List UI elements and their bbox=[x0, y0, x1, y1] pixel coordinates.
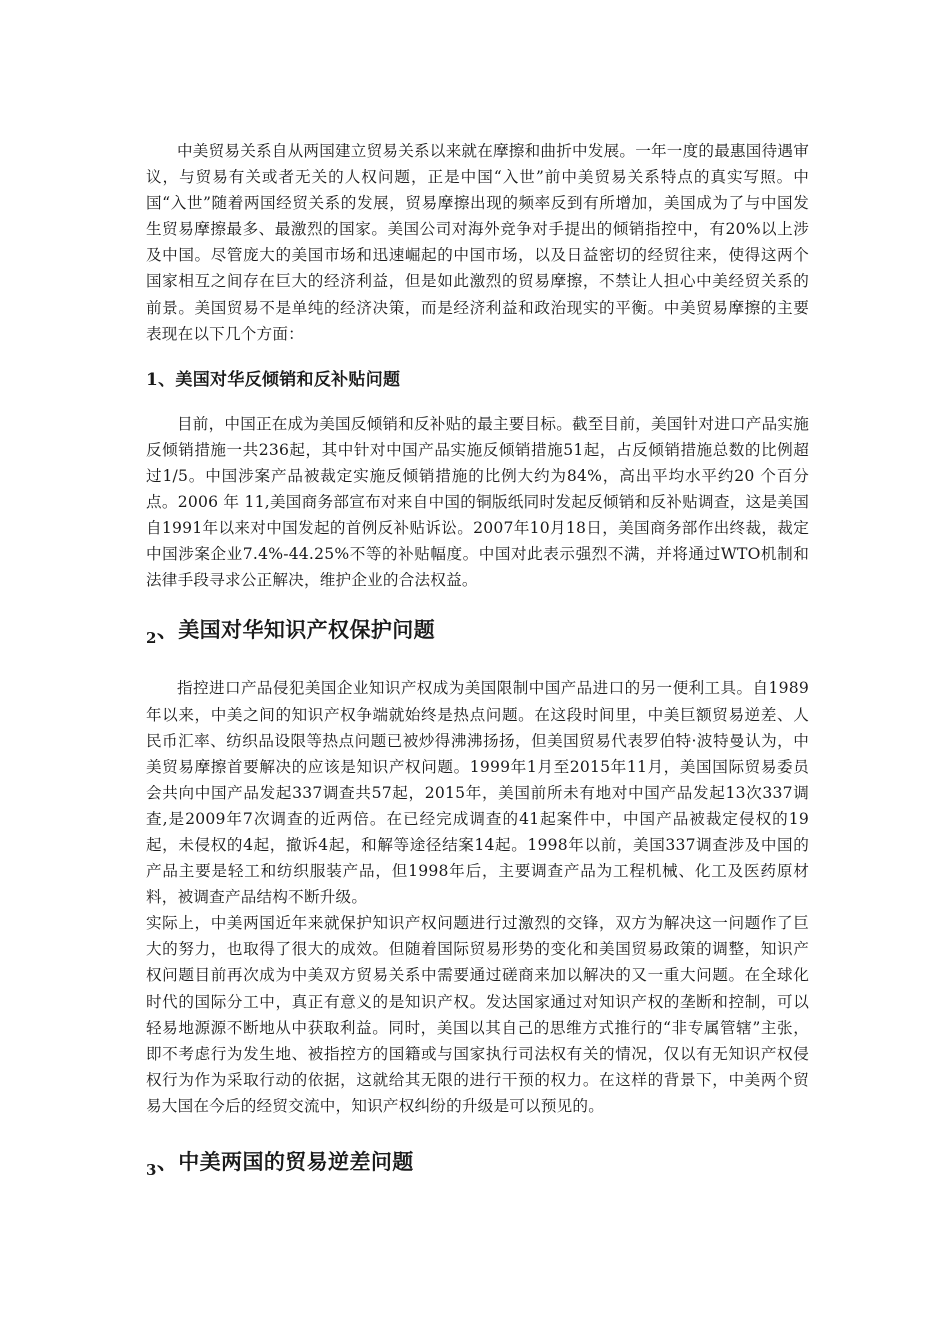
section2-paragraph-continued: 实际上，中美两国近年来就保护知识产权问题进行过激烈的交锋，双方为解决这一问题作了巨大的努力，也取得了很大的成效。但随着国际贸易形势的变化和美国贸易政策的调整，知识产权问题目前再次成为中美双方贸易关系中需要通过磋商来加以解决的又一重大问题。在全球化时代的国际分工中，真正有意义的是知识产权。发达国家通过对知识产权的垄断和控制，可以轻易地源源不断地从中获取利益。同时，美国以其自己的思维方式推行的“非专属管辖”主张，即不考虑行为发生地、被指控方的国籍或与国家执行司法权有关的情况，仅以有无知识产权侵权行为作为采取行动的依据，这就给其无限的进行干预的权力。在这样的背景下，中美两个贸易大国在今后的经贸交流中，知识产权纠纷的升级是可以预见的。 bbox=[146, 914, 809, 1115]
section2-heading-text: 、美国对华知识产权保护问题 bbox=[156, 617, 436, 643]
section3-heading-number: 3 bbox=[146, 1161, 157, 1179]
section2-heading bbox=[146, 615, 809, 647]
section1-heading: 1、美国对华反倾销和反补贴问题 bbox=[146, 369, 401, 390]
section3-heading bbox=[146, 1147, 809, 1179]
intro-paragraph: 中美贸易关系自从两国建立贸易关系以来就在摩擦和曲折中发展。一年一度的最惠国待遇审议，与贸易有关或者无关的人权问题，正是中国“入世”前中美贸易关系特点的真实写照。中国“入世”随着两国经贸关系的发展，贸易摩擦出现的频率反到有所增加，美国成为了与中国发生贸易摩擦最多、最激烈的国家。美国公司对海外竞争对手提出的倾销指控中，有20%以上涉及中国。尽管庞大的美国市场和迅速崛起的中国市场，以及日益密切的经贸往来，使得这两个国家相互之间存在巨大的经济利益，但是如此激烈的贸易摩擦，不禁让人担心中美经贸关系的前景。美国贸易不是单纯的经济决策，而是经济利益和政治现实的平衡。中美贸易摩擦的主要表现在以下几个方面： bbox=[146, 142, 809, 343]
section1-paragraph: 目前，中国正在成为美国反倾销和反补贴的最主要目标。截至目前，美国针对进口产品实施反倾销措施一共236起，其中针对中国产品实施反倾销措施51起，占反倾销措施总数的比例超过1/5。中国涉案产品被裁定实施反倾销措施的比例大约为84%，高出平均水平约20 个百分点。2006 年 11,美国商务部宣布对来自中国的铜版纸同时发起反倾销和反补贴调查，这是美国自1991年以来对中国发起的首例反补贴诉讼。2007年10月18日，美国商务部作出终裁，裁定中国涉案企业7.4%-44.25%不等的补贴幅度。中国对此表示强烈不满，并将通过WTO机制和法律手段寻求公正解决，维护企业的合法权益。 bbox=[146, 414, 809, 590]
section3-heading-text: 、中美两国的贸易逆差问题 bbox=[156, 1149, 414, 1174]
section2-paragraph: 指控进口产品侵犯美国企业知识产权成为美国限制中国产品进口的另一便利工具。自1989 年以来，中美之间的知识产权争端就始终是热点问题。在这段时间里，中美巨额贸易逆差、人民币汇率、纺织品设限等热点问题已被炒得沸沸扬扬，但美国贸易代表罗伯特·波特曼认为，中美贸易摩擦首要解决的应该是知识产权问题。1999年1月至2015年11月，美国国际贸易委员会共向中国产品发起337调查共57起，2015年，美国前所未有地对中国产品发起13次337调查,是2009年7次调查的近两倍。在已经完成调查的41起案件中，中国产品被裁定侵权的19起，未侵权的4起，撤诉4起，和解等途径结案14起。1998年以前，美国337调查涉及中国的产品主要是轻工和纺织服装产品，但1998年后，主要调查产品为工程机械、化工及医药原材料，被调查产品结构不断升级。 bbox=[146, 679, 809, 907]
document-page bbox=[146, 138, 809, 1179]
section2-heading-number: 2 bbox=[146, 629, 157, 648]
